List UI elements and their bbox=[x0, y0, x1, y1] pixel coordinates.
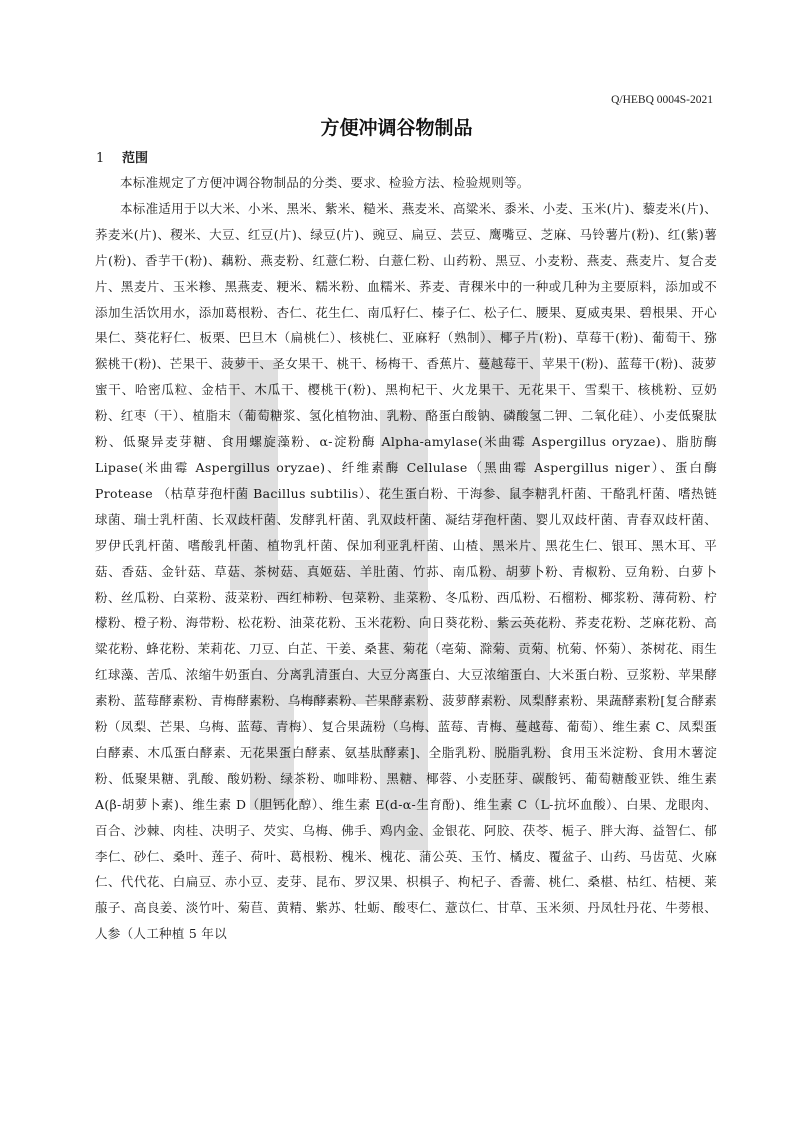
section-number: 1 bbox=[96, 151, 105, 166]
paragraph-scope-summary: 本标准规定了方便冲调谷物制品的分类、要求、检验方法、检验规则等。 bbox=[120, 175, 530, 190]
section-heading bbox=[96, 147, 148, 166]
section-title: 范围 bbox=[122, 151, 149, 166]
paragraph-applicability: 本标准适用于以大米、小米、黑米、紫米、糙米、燕麦米、高粱米、黍米、小麦、玉米(片)、藜麦米(片)、荞麦米(片)、稷米、大豆、红豆(片)、绿豆(片)、豌豆、扁豆、芸豆、鹰嘴豆、芝麻、马铃薯片(粉)、红(紫)薯片(粉)、香芋干(粉)、藕粉、燕麦粉、红薏仁粉、白薏仁粉、山药粉、黑豆、小麦粉、燕麦、燕麦片、复合麦片、黑麦片、玉米糁、黑燕麦、粳米、糯米粉、血糯米、荞麦、青稞米中的一种或几种为主要原料，添加或不添加生活饮用水，添加葛根粉、杏仁、花生仁、南瓜籽仁、榛子仁、松子仁、腰果、夏威夷果、碧根果、开心果仁、葵花籽仁、板栗、巴旦木（扁桃仁）、核桃仁、亚麻籽（熟制）、椰子片(粉)、草莓干(粉)、葡萄干、猕猴桃干(粉)、芒果干、菠萝干、圣女果干、桃干、杨梅干、香蕉片、蔓越莓干、苹果干(粉)、蓝莓干(粉)、菠萝蜜干、哈密瓜粒、金桔干、木瓜干、樱桃干(粉)、黑枸杞干、火龙果干、无花果干、雪梨干、核桃粉、豆奶粉、红枣（干）、植脂末（葡萄糖浆、氢化植物油、乳粉、酪蛋白酸钠、磷酸氢二钾、二氧化硅）、小麦低聚肽粉、低聚异麦芽糖、食用螺旋藻粉、α-淀粉酶 Alpha-amylase(米曲霉 Aspergillus oryzae)、脂肪酶 Lipase(米曲霉 Aspergillus oryzae)、纤维素酶 Cellulase（黑曲霉 Aspergillus niger）、蛋白酶 Protease （枯草芽孢杆菌 Bacillus subtilis）、花生蛋白粉、干海参、鼠李糖乳杆菌、干酪乳杆菌、嗜热链球菌、瑞士乳杆菌、长双歧杆菌、发酵乳杆菌、乳双歧杆菌、凝结芽孢杆菌、婴儿双歧杆菌、青春双歧杆菌、罗伊氏乳杆菌、嗜酸乳杆菌、植物乳杆菌、保加利亚乳杆菌、山楂、黑米片、黑花生仁、银耳、黑木耳、平菇、香菇、金针菇、草菇、茶树菇、真姬菇、羊肚菌、竹荪、南瓜粉、胡萝卜粉、青椒粉、豆角粉、白萝卜粉、丝瓜粉、白菜粉、菠菜粉、西红柿粉、包菜粉、韭菜粉、冬瓜粉、西瓜粉、石榴粉、椰浆粉、薄荷粉、柠檬粉、橙子粉、海带粉、松花粉、油菜花粉、玉米花粉、向日葵花粉、紫云英花粉、荞麦花粉、芝麻花粉、高粱花粉、蜂花粉、茉莉花、刀豆、白芷、干姜、桑葚、菊花（亳菊、滁菊、贡菊、杭菊、怀菊）、茶树花、雨生红球藻、苦瓜、浓缩牛奶蛋白、分离乳清蛋白、大豆分离蛋白、大豆浓缩蛋白、大米蛋白粉、豆浆粉、苹果酵素粉、蓝莓酵素粉、青梅酵素粉、乌梅酵素粉、芒果酵素粉、菠萝酵素粉、凤梨酵素粉、果蔬酵素粉[复合酵素粉（凤梨、芒果、乌梅、蓝莓、青梅）、复合果蔬粉（乌梅、蓝莓、青梅、蔓越莓、葡萄）、维生素 C、凤梨蛋白酵素、木瓜蛋白酵素、无花果蛋白酵素、氨基肽酵素]、全脂乳粉、脱脂乳粉、食用玉米淀粉、食用木薯淀粉、低聚果糖、乳酸、酸奶粉、绿茶粉、咖啡粉、黑糖、椰蓉、小麦胚芽、碳酸钙、葡萄糖酸亚铁、维生素 A(β-胡萝卜素)、维生素 D（胆钙化醇）、维生素 E(d-α-生育酚)、维生素 C（L-抗坏血酸）、白果、龙眼肉、百合、沙棘、肉桂、决明子、芡实、乌梅、佛手、鸡内金、金银花、阿胶、茯苓、栀子、胖大海、益智仁、郁李仁、砂仁、桑叶、莲子、荷叶、葛根粉、槐米、槐花、蒲公英、玉竹、橘皮、覆盆子、山药、马齿苋、火麻仁、代代花、白扁豆、赤小豆、麦芽、昆布、罗汉果、枳椇子、枸杞子、香薷、桃仁、桑椹、枯红、桔梗、莱菔子、高良姜、淡竹叶、菊苣、黄精、紫苏、牡蛎、酸枣仁、薏苡仁、甘草、玉米须、丹凤牡丹花、牛蒡根、人参（人工种植 5 年以 bbox=[95, 200, 717, 942]
document-title: 方便冲调谷物制品 bbox=[320, 117, 473, 139]
section-body bbox=[95, 170, 717, 947]
standard-code: Q/HEBQ 0004S-2021 bbox=[611, 94, 713, 106]
